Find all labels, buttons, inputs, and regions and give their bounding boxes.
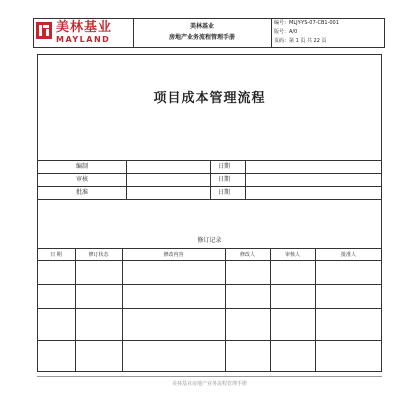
document-title: 项目成本管理流程 — [153, 91, 266, 106]
approval-date-label-review: 日期 — [218, 176, 231, 183]
revision-row-line-2 — [37, 308, 382, 309]
revision-header-top — [37, 248, 382, 249]
footer-rule — [37, 376, 382, 377]
revision-row-line-3 — [37, 340, 382, 341]
doc-code — [274, 20, 339, 26]
approval-col-3 — [245, 160, 246, 199]
doc-page — [274, 38, 327, 44]
approval-date-label-approve: 日期 — [218, 189, 231, 196]
doc-code-label: 编号： — [274, 20, 290, 26]
revision-header-modifier: 修改人 — [239, 252, 255, 258]
company-name: 美林基业 — [189, 23, 214, 30]
doc-version-value: A/0 — [289, 29, 298, 35]
approval-label-review: 审核 — [76, 176, 89, 183]
revision-header-bottom — [37, 260, 382, 261]
revision-header-approver: 批准人 — [340, 252, 356, 258]
revision-header-status: 修订状态 — [88, 252, 109, 258]
doc-page-label: 页码： — [274, 38, 290, 44]
approval-bottom-line — [37, 199, 382, 200]
approval-label-prepare: 编制 — [76, 163, 89, 170]
logo-brand-cn: 美林基业 — [56, 20, 113, 35]
doc-code-value: MLJY-YS-07-CB1-001 — [289, 20, 339, 26]
revision-col-1 — [75, 248, 76, 372]
doc-page-value: 第 1 页 共 22 页 — [289, 38, 327, 44]
revision-row-line-1 — [37, 284, 382, 285]
doc-version-label: 版号： — [274, 29, 290, 35]
revision-title: 修订记录 — [197, 237, 222, 244]
approval-date-label-prepare: 日期 — [218, 163, 231, 170]
revision-col-4 — [270, 248, 271, 372]
approval-col-2 — [210, 160, 211, 199]
manual-title: 房地产业务流程管理手册 — [168, 34, 235, 41]
footer-text: 美林基业房地产业务流程管理手册 — [171, 381, 247, 387]
revision-col-5 — [315, 248, 316, 372]
revision-header-date: 日 期 — [50, 252, 62, 258]
revision-header-content: 修改内容 — [163, 252, 184, 258]
logo-brand-en: MAYLAND — [56, 35, 111, 44]
revision-header-reviewer: 审核人 — [284, 252, 300, 258]
revision-col-2 — [122, 248, 123, 372]
revision-col-3 — [225, 248, 226, 372]
header-divider-2 — [271, 18, 272, 48]
doc-version — [274, 29, 297, 35]
logo-mark-icon — [36, 22, 52, 39]
approval-label-approve: 批准 — [76, 189, 89, 196]
approval-col-1 — [126, 160, 127, 199]
